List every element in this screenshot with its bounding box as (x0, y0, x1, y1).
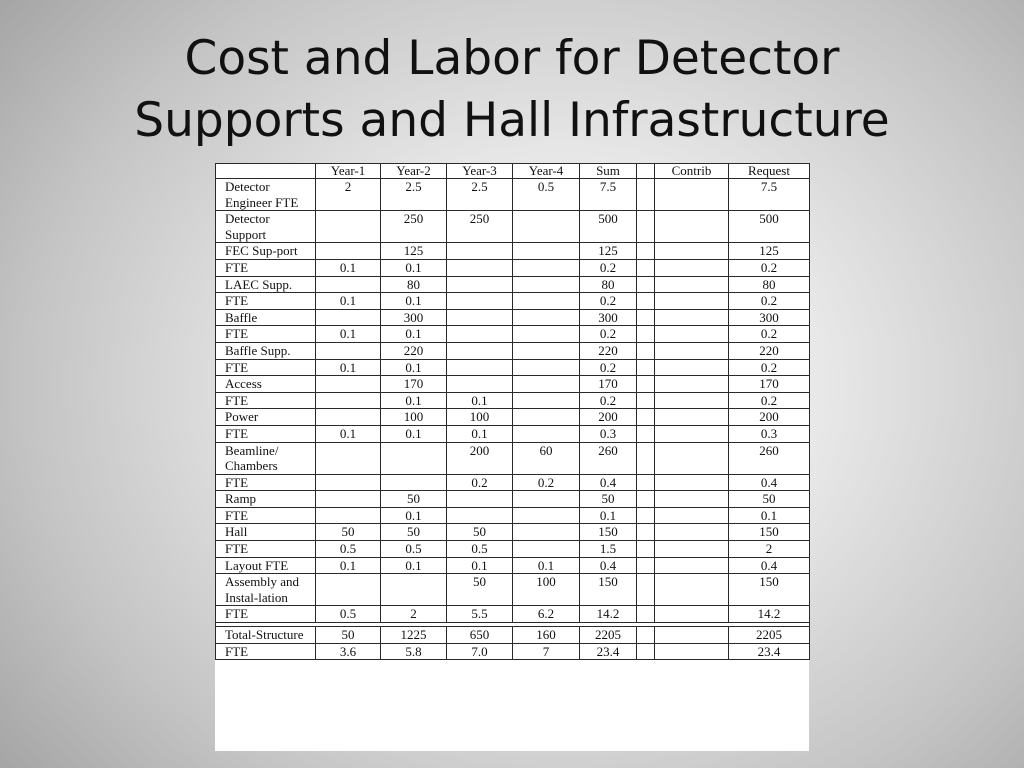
value-cell: 0.2 (580, 259, 637, 276)
value-cell: 0.2 (580, 392, 637, 409)
value-cell: 150 (580, 524, 637, 541)
value-cell (655, 507, 729, 524)
value-cell: 500 (729, 211, 810, 243)
value-cell: 0.2 (580, 326, 637, 343)
value-cell: 0.1 (316, 425, 381, 442)
value-cell: 0.1 (316, 557, 381, 574)
value-cell: 0.1 (381, 392, 447, 409)
value-cell (513, 359, 580, 376)
value-cell (637, 342, 655, 359)
row-label-cell: FTE (216, 359, 316, 376)
table-header-row (216, 164, 810, 179)
value-cell (316, 243, 381, 260)
value-cell: 0.1 (316, 293, 381, 310)
value-cell (637, 243, 655, 260)
value-cell: 2 (729, 541, 810, 558)
value-cell (316, 309, 381, 326)
value-cell: 300 (580, 309, 637, 326)
value-cell: 160 (513, 627, 580, 644)
value-cell (637, 409, 655, 426)
column-header (216, 164, 316, 179)
column-header: Year-3 (447, 164, 513, 179)
value-cell (637, 627, 655, 644)
value-cell: 150 (729, 574, 810, 606)
value-cell (637, 392, 655, 409)
value-cell: 2.5 (381, 179, 447, 211)
row-label-cell: Layout FTE (216, 557, 316, 574)
value-cell: 170 (729, 376, 810, 393)
cost-labor-table (215, 163, 810, 660)
value-cell: 50 (447, 574, 513, 606)
table-row (216, 326, 810, 343)
value-cell (447, 243, 513, 260)
value-cell (513, 243, 580, 260)
value-cell: 200 (580, 409, 637, 426)
value-cell (316, 474, 381, 491)
value-cell: 60 (513, 442, 580, 474)
table-row (216, 243, 810, 260)
value-cell (513, 392, 580, 409)
value-cell (447, 491, 513, 508)
value-cell (655, 211, 729, 243)
value-cell: 260 (729, 442, 810, 474)
row-label-cell: FTE (216, 392, 316, 409)
value-cell (637, 211, 655, 243)
value-cell: 220 (381, 342, 447, 359)
value-cell: 2 (316, 179, 381, 211)
totals-row (216, 643, 810, 660)
column-header: Sum (580, 164, 637, 179)
value-cell (655, 276, 729, 293)
row-label-cell: Beamline/ Chambers (216, 442, 316, 474)
value-cell (381, 574, 447, 606)
table-row (216, 259, 810, 276)
value-cell: 500 (580, 211, 637, 243)
slide-title (0, 28, 1024, 152)
table-row (216, 211, 810, 243)
value-cell (637, 507, 655, 524)
value-cell (513, 491, 580, 508)
value-cell (655, 293, 729, 310)
value-cell: 150 (580, 574, 637, 606)
row-label-cell: FTE (216, 293, 316, 310)
column-header (637, 164, 655, 179)
value-cell: 0.2 (513, 474, 580, 491)
value-cell (316, 507, 381, 524)
value-cell: 0.1 (381, 507, 447, 524)
value-cell (655, 326, 729, 343)
value-cell (655, 606, 729, 623)
value-cell (637, 557, 655, 574)
value-cell: 0.1 (729, 507, 810, 524)
value-cell (655, 474, 729, 491)
value-cell (447, 259, 513, 276)
row-label-cell: Power (216, 409, 316, 426)
value-cell (316, 409, 381, 426)
value-cell: 0.5 (316, 606, 381, 623)
value-cell (447, 507, 513, 524)
value-cell (637, 293, 655, 310)
value-cell: 1.5 (580, 541, 637, 558)
value-cell: 0.2 (729, 326, 810, 343)
value-cell: 0.1 (513, 557, 580, 574)
value-cell: 0.1 (381, 359, 447, 376)
value-cell (513, 211, 580, 243)
totals-row (216, 627, 810, 644)
value-cell: 0.1 (381, 326, 447, 343)
row-label-cell: Ramp (216, 491, 316, 508)
value-cell (513, 342, 580, 359)
value-cell: 50 (381, 524, 447, 541)
value-cell: 0.2 (729, 359, 810, 376)
value-cell: 7.5 (729, 179, 810, 211)
value-cell: 23.4 (729, 643, 810, 660)
value-cell: 0.1 (447, 392, 513, 409)
value-cell (513, 541, 580, 558)
value-cell (637, 359, 655, 376)
value-cell: 0.5 (381, 541, 447, 558)
value-cell (655, 574, 729, 606)
value-cell (637, 309, 655, 326)
value-cell (655, 557, 729, 574)
table-row (216, 442, 810, 474)
table-row (216, 342, 810, 359)
table-row (216, 474, 810, 491)
value-cell (513, 376, 580, 393)
value-cell (316, 276, 381, 293)
value-cell (316, 574, 381, 606)
value-cell: 0.1 (316, 359, 381, 376)
cost-labor-table-container (215, 163, 809, 751)
column-header: Request (729, 164, 810, 179)
value-cell (316, 442, 381, 474)
row-label-cell: Assembly and Instal-lation (216, 574, 316, 606)
slide-title-line-2: Supports and Hall Infrastructure (134, 93, 890, 148)
value-cell (513, 259, 580, 276)
value-cell (655, 541, 729, 558)
value-cell (513, 276, 580, 293)
value-cell (655, 425, 729, 442)
row-label-cell: FTE (216, 606, 316, 623)
value-cell: 100 (381, 409, 447, 426)
value-cell: 200 (447, 442, 513, 474)
value-cell: 0.5 (447, 541, 513, 558)
value-cell: 80 (729, 276, 810, 293)
value-cell: 0.1 (447, 425, 513, 442)
table-totals (216, 623, 810, 660)
value-cell (637, 574, 655, 606)
value-cell: 0.4 (580, 474, 637, 491)
table-row (216, 293, 810, 310)
value-cell: 80 (580, 276, 637, 293)
value-cell: 0.5 (316, 541, 381, 558)
value-cell (447, 326, 513, 343)
table-row (216, 606, 810, 623)
value-cell: 5.8 (381, 643, 447, 660)
slide-title-line-1: Cost and Labor for Detector (184, 31, 840, 86)
value-cell (513, 309, 580, 326)
row-label-cell: Access (216, 376, 316, 393)
value-cell (655, 342, 729, 359)
value-cell: 5.5 (447, 606, 513, 623)
value-cell: 50 (381, 491, 447, 508)
value-cell: 0.1 (381, 557, 447, 574)
value-cell (513, 409, 580, 426)
row-label-cell: Detector Engineer FTE (216, 179, 316, 211)
table-row (216, 309, 810, 326)
value-cell (655, 627, 729, 644)
value-cell: 50 (729, 491, 810, 508)
value-cell: 80 (381, 276, 447, 293)
row-label-cell: Hall (216, 524, 316, 541)
value-cell: 3.6 (316, 643, 381, 660)
value-cell (655, 409, 729, 426)
table-row (216, 376, 810, 393)
value-cell: 0.1 (447, 557, 513, 574)
table-row (216, 179, 810, 211)
row-label-cell: FTE (216, 259, 316, 276)
value-cell (316, 491, 381, 508)
value-cell: 250 (447, 211, 513, 243)
value-cell (655, 524, 729, 541)
value-cell (316, 342, 381, 359)
column-header: Year-4 (513, 164, 580, 179)
value-cell (637, 474, 655, 491)
value-cell (447, 276, 513, 293)
value-cell: 0.3 (580, 425, 637, 442)
value-cell (637, 326, 655, 343)
table-row (216, 507, 810, 524)
column-header: Contrib (655, 164, 729, 179)
row-label-cell: Total-Structure (216, 627, 316, 644)
value-cell (637, 491, 655, 508)
value-cell: 0.1 (381, 259, 447, 276)
value-cell: 300 (381, 309, 447, 326)
value-cell: 0.2 (580, 293, 637, 310)
table-row (216, 574, 810, 606)
value-cell: 2205 (580, 627, 637, 644)
value-cell (637, 524, 655, 541)
value-cell: 50 (580, 491, 637, 508)
row-label-cell: FTE (216, 507, 316, 524)
value-cell: 0.1 (381, 425, 447, 442)
value-cell: 2 (381, 606, 447, 623)
row-label-cell: FTE (216, 474, 316, 491)
value-cell (447, 376, 513, 393)
value-cell: 0.4 (580, 557, 637, 574)
value-cell: 7 (513, 643, 580, 660)
value-cell (655, 359, 729, 376)
value-cell (513, 425, 580, 442)
table-row (216, 409, 810, 426)
value-cell (655, 392, 729, 409)
value-cell: 0.2 (729, 392, 810, 409)
value-cell: 170 (381, 376, 447, 393)
column-header: Year-2 (381, 164, 447, 179)
value-cell (447, 342, 513, 359)
value-cell: 50 (447, 524, 513, 541)
value-cell (513, 507, 580, 524)
value-cell: 300 (729, 309, 810, 326)
value-cell: 2.5 (447, 179, 513, 211)
value-cell: 250 (381, 211, 447, 243)
table-row (216, 425, 810, 442)
row-label-cell: FTE (216, 326, 316, 343)
value-cell: 125 (729, 243, 810, 260)
value-cell (447, 359, 513, 376)
value-cell: 220 (729, 342, 810, 359)
value-cell: 7.0 (447, 643, 513, 660)
value-cell: 0.1 (381, 293, 447, 310)
value-cell (637, 606, 655, 623)
value-cell (655, 179, 729, 211)
value-cell: 14.2 (729, 606, 810, 623)
value-cell (316, 392, 381, 409)
value-cell: 260 (580, 442, 637, 474)
value-cell (655, 243, 729, 260)
value-cell (513, 326, 580, 343)
row-label-cell: Detector Support (216, 211, 316, 243)
value-cell: 23.4 (580, 643, 637, 660)
value-cell: 170 (580, 376, 637, 393)
value-cell (637, 376, 655, 393)
value-cell (655, 643, 729, 660)
table-row (216, 524, 810, 541)
value-cell: 200 (729, 409, 810, 426)
value-cell: 0.5 (513, 179, 580, 211)
value-cell: 0.1 (316, 259, 381, 276)
value-cell: 100 (447, 409, 513, 426)
table-body (216, 179, 810, 623)
value-cell (637, 425, 655, 442)
table-row (216, 392, 810, 409)
value-cell (513, 524, 580, 541)
value-cell (637, 259, 655, 276)
value-cell: 1225 (381, 627, 447, 644)
value-cell: 7.5 (580, 179, 637, 211)
row-label-cell: FTE (216, 425, 316, 442)
table-row (216, 491, 810, 508)
value-cell (513, 293, 580, 310)
row-label-cell: LAEC Supp. (216, 276, 316, 293)
table-row (216, 557, 810, 574)
value-cell (655, 259, 729, 276)
table-row (216, 276, 810, 293)
table-row (216, 359, 810, 376)
value-cell: 2205 (729, 627, 810, 644)
value-cell: 150 (729, 524, 810, 541)
value-cell (637, 442, 655, 474)
value-cell: 0.1 (316, 326, 381, 343)
value-cell: 0.2 (729, 259, 810, 276)
row-label-cell: FTE (216, 643, 316, 660)
row-label-cell: FTE (216, 541, 316, 558)
value-cell: 0.2 (729, 293, 810, 310)
value-cell: 125 (381, 243, 447, 260)
value-cell (655, 491, 729, 508)
value-cell: 220 (580, 342, 637, 359)
value-cell: 50 (316, 524, 381, 541)
value-cell: 6.2 (513, 606, 580, 623)
value-cell: 0.4 (729, 557, 810, 574)
value-cell: 0.4 (729, 474, 810, 491)
value-cell (381, 442, 447, 474)
value-cell: 14.2 (580, 606, 637, 623)
value-cell (637, 276, 655, 293)
value-cell (655, 376, 729, 393)
table-row (216, 541, 810, 558)
value-cell (381, 474, 447, 491)
row-label-cell: Baffle Supp. (216, 342, 316, 359)
value-cell: 50 (316, 627, 381, 644)
value-cell (447, 309, 513, 326)
value-cell (637, 643, 655, 660)
value-cell (316, 211, 381, 243)
value-cell (316, 376, 381, 393)
value-cell: 650 (447, 627, 513, 644)
value-cell: 100 (513, 574, 580, 606)
value-cell (447, 293, 513, 310)
value-cell (655, 442, 729, 474)
value-cell (655, 309, 729, 326)
value-cell (637, 541, 655, 558)
value-cell: 125 (580, 243, 637, 260)
column-header: Year-1 (316, 164, 381, 179)
row-label-cell: Baffle (216, 309, 316, 326)
value-cell (637, 179, 655, 211)
value-cell: 0.1 (580, 507, 637, 524)
value-cell: 0.2 (580, 359, 637, 376)
row-label-cell: FEC Sup-port (216, 243, 316, 260)
value-cell: 0.2 (447, 474, 513, 491)
value-cell: 0.3 (729, 425, 810, 442)
